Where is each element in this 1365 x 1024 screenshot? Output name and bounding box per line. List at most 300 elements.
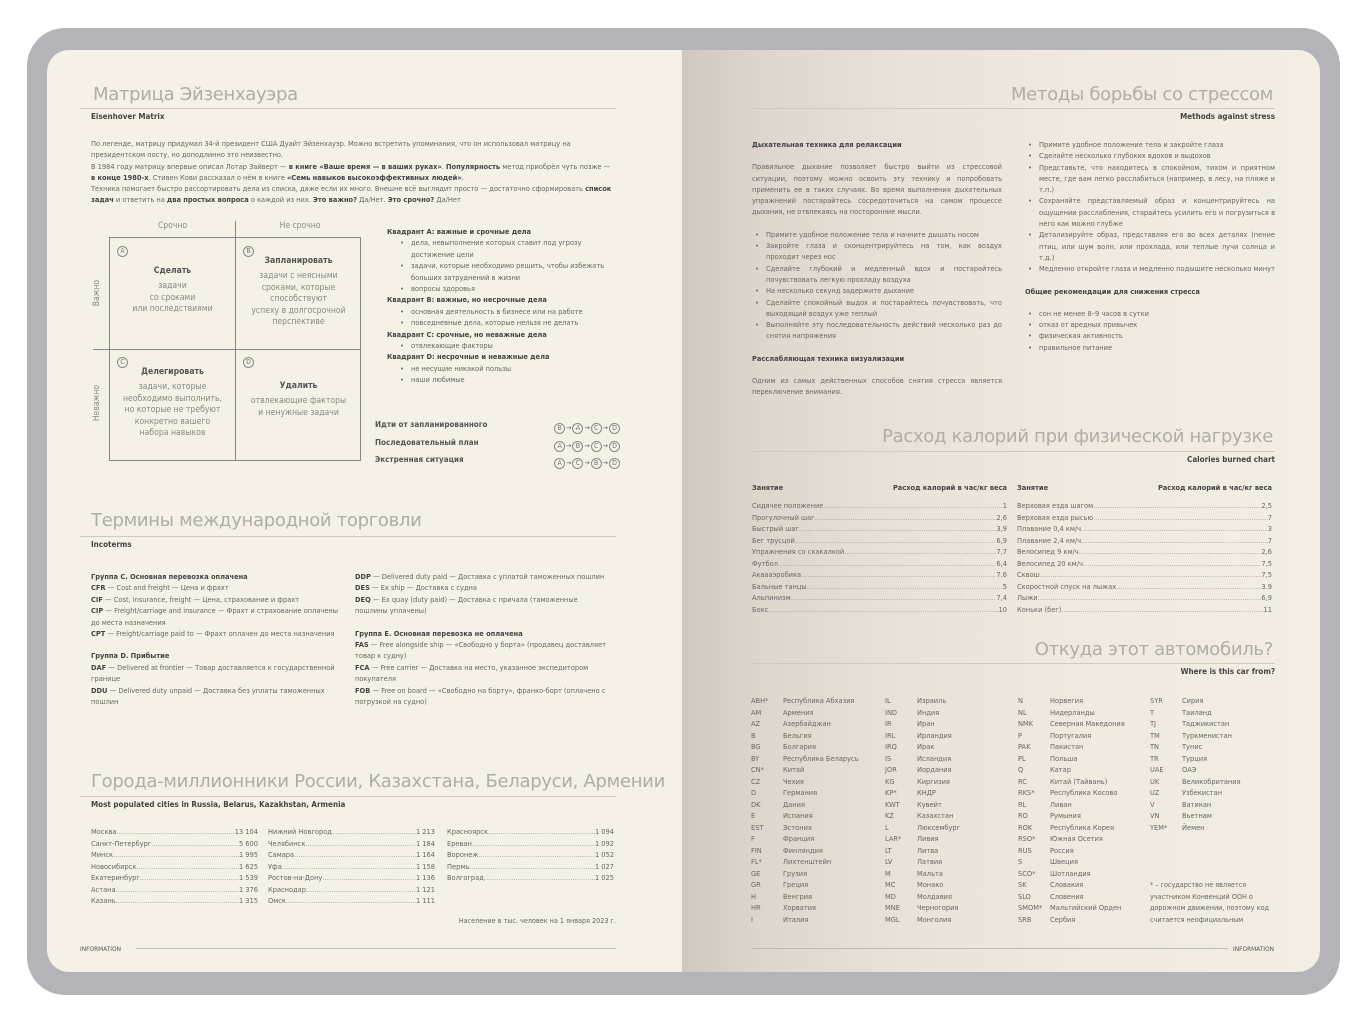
car-code-row <box>1018 695 1125 707</box>
city-value: 1 092 <box>594 838 614 848</box>
city-row <box>268 895 435 907</box>
city-label: Краснодар <box>268 884 306 894</box>
leader-dots <box>1038 592 1262 604</box>
car-country: Венгрия <box>783 891 813 901</box>
calorie-value: 7,4 <box>996 593 1007 602</box>
incoterm-text: — Freight/carriage paid to — Фрахт оплачен до места назначения <box>105 629 335 639</box>
car-country: Китай <box>783 765 805 774</box>
incoterm-item <box>355 594 610 617</box>
calorie-column <box>1017 500 1272 615</box>
car-country: Сирия <box>1182 696 1204 705</box>
calorie-row <box>752 592 1007 604</box>
car-country: Мальтийский Орден <box>1050 903 1122 912</box>
car-country: Катар <box>1050 765 1071 774</box>
quadrant-A <box>110 266 235 316</box>
calorie-value: 7,7 <box>996 547 1007 556</box>
calorie-value: 7 <box>1267 535 1272 545</box>
leader-dots <box>1079 546 1262 558</box>
calories-header <box>752 483 1007 492</box>
car-code-row <box>1018 891 1125 903</box>
leader-dots <box>305 838 416 850</box>
city-column <box>91 826 258 907</box>
car-country: Турция <box>1182 753 1208 763</box>
calorie-label: Скоростной спуск на лыжах <box>1017 581 1117 591</box>
city-label: Пермь <box>447 861 470 871</box>
car-code-row <box>751 879 859 891</box>
car-code-row <box>1018 764 1125 776</box>
car-code: JOR <box>885 765 897 774</box>
arrow-icon: → <box>602 424 608 433</box>
car-country: Туркменистан <box>1182 730 1232 740</box>
car-code-row <box>1018 833 1125 845</box>
calorie-row <box>1017 592 1272 604</box>
leader-dots <box>801 569 996 581</box>
leader-dots <box>116 895 239 907</box>
footer-left: INFORMATION <box>80 945 121 953</box>
sequence-label: Последовательный план <box>375 437 479 447</box>
incoterm-code: DEQ <box>355 594 371 604</box>
car-code: UZ <box>1150 788 1160 797</box>
car-country: Ирак <box>917 742 935 751</box>
car-country: Испания <box>783 811 813 820</box>
city-row <box>268 849 435 861</box>
car-country: Республика Корея <box>1050 822 1115 832</box>
car-code: I <box>751 914 753 924</box>
quadrant-text: и ненужные задачи <box>258 407 339 418</box>
incoterm-code: FOB <box>355 685 371 695</box>
stress-list <box>752 229 1002 342</box>
stress-subtitle: Methods against stress <box>1180 112 1275 121</box>
car-code-row <box>751 707 859 719</box>
calorie-row <box>752 569 1007 581</box>
leader-dots <box>1083 558 1262 570</box>
car-code: LAR* <box>885 834 902 843</box>
incoterm-item <box>91 582 343 593</box>
car-code: TJ <box>1150 719 1157 728</box>
calorie-value: 6,9 <box>996 535 1007 545</box>
car-country: Германия <box>783 788 818 797</box>
car-country: Республика Абхазия <box>783 696 855 705</box>
car-code: MGL <box>885 914 900 924</box>
calorie-value: 3 <box>1267 524 1272 533</box>
city-value: 1 027 <box>594 861 614 871</box>
city-value: 1 539 <box>238 873 258 882</box>
stress-item: • Примите удобное положение тела и начните дышать носом <box>752 229 1002 240</box>
car-code: MC <box>885 880 896 889</box>
quadrant-text: задачи, которые <box>138 382 207 393</box>
car-code: SYR <box>1150 696 1163 705</box>
car-country: Словакия <box>1050 880 1084 889</box>
car-country: Израиль <box>917 696 947 705</box>
car-code: F <box>751 834 755 843</box>
car-code: EST <box>751 822 764 832</box>
car-code-row <box>885 902 960 914</box>
car-code-row <box>1150 822 1241 834</box>
calorie-value: 10 <box>998 604 1007 614</box>
calorie-label: Плавание 0,4 км/ч <box>1017 524 1082 533</box>
incoterm-item <box>355 571 610 582</box>
quadrant-letter: C <box>591 423 602 434</box>
incoterm-group: Группа D. Прибытие <box>91 651 170 661</box>
calorie-row <box>752 604 1007 616</box>
leader-dots <box>1061 604 1263 616</box>
city-label: Уфа <box>268 861 282 871</box>
city-label: Красноярск <box>447 827 488 836</box>
footer-rule <box>136 948 616 949</box>
leader-dots <box>478 849 595 861</box>
calorie-value: 3.9 <box>1261 581 1272 591</box>
city-value: 1 625 <box>238 861 258 871</box>
stress-item: • Сделайте несколько глубоких вдохов и выдохов <box>1025 150 1275 161</box>
calorie-value: 3,9 <box>996 524 1007 533</box>
leader-dots <box>286 895 416 907</box>
stress-heading: Дыхательная техника для релаксации <box>752 140 902 149</box>
incoterm-code: CPT <box>91 629 106 639</box>
city-label: Самара <box>268 850 295 859</box>
city-value: 1 995 <box>238 850 258 859</box>
car-country: Индия <box>917 707 940 717</box>
header-value: Расход калорий в час/кг веса <box>892 483 1007 492</box>
calories-title: Расход калорий при физической нагрузке <box>882 426 1273 447</box>
calorie-row <box>752 558 1007 570</box>
car-code: KG <box>885 776 895 786</box>
quadrant-letter: D <box>609 423 620 434</box>
incoterm-code: DAF <box>91 662 107 672</box>
quadrant-notes <box>387 226 617 386</box>
emphasis: Это важно? <box>313 195 357 205</box>
quadrant-text: но которые не требуют <box>124 405 221 416</box>
car-code-row <box>885 753 960 765</box>
stress-item: • Сделайте спокойный выдох и постарайтесь почувствовать, что выходящий воздух уже теплый <box>752 297 1002 320</box>
sequence-row <box>375 434 620 452</box>
text: . <box>441 161 446 171</box>
car-code-row <box>1018 879 1125 891</box>
emphasis: два простых вопроса <box>166 195 249 205</box>
city-value: 1 121 <box>415 884 435 894</box>
car-country: Португалия <box>1050 730 1092 740</box>
car-code: PAK <box>1018 742 1031 751</box>
car-code: CN* <box>751 765 764 774</box>
car-code-row <box>1018 822 1125 834</box>
car-code-row <box>1018 776 1125 788</box>
calorie-value: 6,9 <box>1261 593 1272 602</box>
car-codes-column <box>1150 695 1241 833</box>
stress-text: Правильное дыхание позволяет быстро выйти из стрессовой ситуации, поэтому можно освоить эту технику и попробовать применить ее в таких случаях. Во время выполнения дыхательных упражнений постарайтесь сосредоточиться на самом процессе дыхания, не отвлекаясь на посторонние мысли. <box>752 162 1002 217</box>
car-code-row <box>751 741 859 753</box>
city-label: Ереван <box>447 838 472 848</box>
calorie-label: Аквааэробика <box>752 570 802 579</box>
leader-dots <box>332 826 416 838</box>
city-row <box>268 826 435 838</box>
car-code: FL* <box>751 857 762 866</box>
car-code: T <box>1150 707 1155 717</box>
city-label: Астана <box>91 884 116 894</box>
leader-dots <box>488 826 595 838</box>
quadrant-text: успеху в долгосрочной <box>251 305 346 316</box>
car-country: Кувейт <box>917 799 942 809</box>
car-code: N <box>1018 696 1023 705</box>
city-row <box>447 872 614 884</box>
quadrant-note-item: • задачи, которые необходимо решить, чтобы избежать больших затруднений в жизни <box>397 260 617 283</box>
city-value: 1 213 <box>415 827 435 836</box>
calorie-label: Коньки (бег) <box>1017 604 1062 614</box>
leader-dots <box>1081 535 1268 547</box>
calorie-label: Сидячее положение <box>752 501 824 510</box>
incoterm-item <box>91 605 343 628</box>
car-code-row <box>1018 730 1125 742</box>
car-code-row <box>751 856 859 868</box>
calorie-value: 7 <box>1267 512 1272 522</box>
quadrant-title: Запланировать <box>264 256 333 266</box>
stress-item: • Закройте глаза и сконцентрируйтесь на том, как воздух проходит через нос <box>752 240 1002 263</box>
arrow-icon: → <box>602 441 608 450</box>
car-code-row <box>1150 695 1241 707</box>
leader-dots <box>823 500 1002 512</box>
header-activity: Занятие <box>1017 483 1049 492</box>
car-country: Черногория <box>917 903 959 912</box>
car-country: Киргизия <box>917 776 950 786</box>
quadrant-text: конкретно вашего <box>134 416 211 427</box>
car-code: SLO <box>1018 891 1031 901</box>
car-code-row <box>751 891 859 903</box>
car-code-row <box>1018 845 1125 857</box>
calorie-label: Верховая езда шагом <box>1017 501 1094 510</box>
city-label: Москва <box>91 827 117 836</box>
city-value: 1 052 <box>594 850 614 859</box>
car-code: E <box>751 811 756 820</box>
city-value: 13 104 <box>234 827 258 836</box>
car-country: Ирландия <box>917 730 952 740</box>
car-code: Q <box>1018 765 1024 774</box>
divider <box>80 108 616 109</box>
leader-dots <box>807 581 1003 593</box>
leader-dots <box>136 861 239 873</box>
sequence-row <box>375 416 620 434</box>
car-code-row <box>751 799 859 811</box>
car-code-row <box>1018 799 1125 811</box>
car-country: Финляндия <box>783 845 823 855</box>
car-code: IS <box>885 753 892 763</box>
car-code: KWT <box>885 799 900 809</box>
stress-list <box>1025 139 1275 275</box>
incoterm-code: FCA <box>355 662 370 672</box>
incoterms-subtitle: Incoterms <box>91 540 132 549</box>
car-code-row <box>1150 764 1241 776</box>
car-code: FIN <box>751 845 762 855</box>
car-code-row <box>1018 753 1125 765</box>
calorie-value: 6,4 <box>996 558 1007 568</box>
stress-item: • Детализируйте образ, представляя его во всех деталях (пение птиц, или шум волн, или прохлада, или теплые лучи солнца и т.д.) <box>1025 229 1275 263</box>
car-code: IRL <box>885 730 896 740</box>
header-activity: Занятие <box>752 483 784 492</box>
car-country: Словения <box>1050 891 1084 901</box>
quadrant-text: со сроками <box>149 292 196 303</box>
car-code-row <box>1150 718 1241 730</box>
stress-item: • Представьте, что находитесь в спокойном, тихом и приятном месте, где вам легко расслабиться (например, в лесу, на пляже и т.п.) <box>1025 162 1275 196</box>
divider <box>752 451 1275 452</box>
car-country: Швеция <box>1050 857 1078 866</box>
car-country: Болгария <box>783 742 816 751</box>
quadrant-note-heading: Квадрант D: несрочные и неважные дела <box>387 352 550 362</box>
quadrant-letter: D <box>609 441 620 452</box>
car-code-row <box>751 753 859 765</box>
city-label: Казань <box>91 896 116 905</box>
quadrant-letter: B <box>591 458 602 469</box>
car-code-row <box>885 695 960 707</box>
car-code-row <box>1018 741 1125 753</box>
city-column <box>268 826 435 907</box>
leader-dots <box>1093 512 1268 524</box>
incoterm-item <box>355 582 610 593</box>
calorie-label: Верховая езда рысью <box>1017 512 1094 522</box>
calorie-value: 7,5 <box>1261 558 1272 568</box>
car-code-row <box>1018 868 1125 880</box>
car-country: Хорватия <box>783 903 817 912</box>
car-code-row <box>885 741 960 753</box>
arrow-icon: → <box>566 441 572 450</box>
calorie-value: 2,5 <box>1261 501 1272 510</box>
car-country: КНДР <box>917 788 936 797</box>
city-row <box>447 849 614 861</box>
quadrant-text: отвлекающие факторы <box>250 396 347 407</box>
calorie-row <box>752 535 1007 547</box>
car-code-row <box>1150 753 1241 765</box>
calorie-row <box>1017 512 1272 524</box>
car-country: Норвегия <box>1050 696 1084 705</box>
paragraph <box>91 183 616 206</box>
car-country: Нидерланды <box>1050 707 1095 717</box>
car-country: Йемен <box>1182 822 1205 832</box>
car-code: B <box>751 730 756 740</box>
arrow-icon: → <box>566 424 572 433</box>
city-value: 1 164 <box>415 850 435 859</box>
stress-heading: Расслабляющая техника визуализации <box>752 353 905 363</box>
car-country: Франция <box>783 834 815 843</box>
city-value: 1 184 <box>415 838 435 848</box>
car-code: AZ <box>751 719 761 728</box>
car-code-row <box>751 730 859 742</box>
city-label: Воронеж <box>447 850 479 859</box>
leader-dots <box>484 872 595 884</box>
calorie-value: 11 <box>1263 604 1272 614</box>
leader-dots <box>282 861 416 873</box>
car-country: Северная Македония <box>1050 719 1125 728</box>
car-codes-column <box>751 695 859 925</box>
car-code-row <box>885 718 960 730</box>
emphasis: список задач <box>91 184 612 205</box>
car-country: Монако <box>917 880 944 889</box>
city-row <box>268 872 435 884</box>
calorie-label: Лыжи <box>1017 593 1038 602</box>
calorie-value: 1 <box>1002 501 1007 510</box>
car-code: VN <box>1150 811 1160 820</box>
incoterm-item <box>91 662 343 685</box>
car-code: TM <box>1150 730 1160 740</box>
quadrant-note-item: • дела, невыполнение которых ставит под угрозу достижение цели <box>397 237 617 260</box>
car-country: Грузия <box>783 868 808 878</box>
incoterm-code: CIP <box>91 606 104 616</box>
car-code: NL <box>1018 707 1027 717</box>
incoterm-code: DDU <box>91 685 108 695</box>
city-column <box>447 826 614 884</box>
quadrant-letter-A: A <box>117 246 128 257</box>
stress-title: Методы борьбы со стрессом <box>1010 84 1273 105</box>
car-country: Польша <box>1050 753 1078 763</box>
car-code: S <box>1018 857 1023 866</box>
car-code-row <box>751 787 859 799</box>
cars-title: Откуда этот автомобиль? <box>1034 639 1273 660</box>
car-country: Ливия <box>917 834 939 843</box>
car-code-row <box>885 810 960 822</box>
city-row <box>268 861 435 873</box>
car-country: Сербия <box>1050 914 1076 924</box>
incoterm-text: — Cost and freight — Цена и фрахт <box>105 583 229 593</box>
incoterm-item <box>355 662 610 685</box>
car-code: SMOM* <box>1018 903 1043 912</box>
paragraph <box>91 161 616 184</box>
calorie-value: 7.6 <box>996 570 1007 579</box>
leader-dots <box>113 849 239 861</box>
car-code: KP* <box>885 788 897 797</box>
cars-subtitle: Where is this car from? <box>1180 667 1275 676</box>
city-value: 1 094 <box>594 827 614 836</box>
incoterm-code: CFR <box>91 583 106 593</box>
incoterms-column-1 <box>91 571 343 707</box>
incoterm-text: — Free carrier — Доставка на место, указанное экспедитором покупателя <box>355 662 589 684</box>
car-country: Эстония <box>783 822 812 832</box>
city-row <box>91 861 258 873</box>
car-country: Великобритания <box>1182 776 1241 786</box>
car-country: Румыния <box>1050 811 1081 820</box>
emphasis: Это срочно? <box>387 195 435 205</box>
car-country: Шотландия <box>1050 868 1091 878</box>
calorie-row <box>1017 500 1272 512</box>
car-code: DK <box>751 799 761 809</box>
quadrant-letter: A <box>554 458 565 469</box>
calorie-label: Бальные танцы <box>752 581 807 591</box>
leader-dots <box>1040 569 1262 581</box>
car-code: PL <box>1018 753 1026 763</box>
car-code-row <box>885 787 960 799</box>
arrow-icon: → <box>584 459 590 468</box>
calorie-label: Быстрый шаг <box>752 524 799 533</box>
city-label: Омск <box>268 896 286 905</box>
calorie-row <box>752 512 1007 524</box>
calorie-label: Велосипед 20 км/ч <box>1017 558 1083 568</box>
incoterm-item <box>91 628 343 639</box>
leader-dots <box>795 535 997 547</box>
car-code: CZ <box>751 776 761 786</box>
city-row <box>91 895 258 907</box>
car-code-row <box>885 845 960 857</box>
car-code-row <box>1150 799 1241 811</box>
car-code-row <box>885 799 960 811</box>
calorie-value: 2,6 <box>1261 547 1272 556</box>
car-country: Ливан <box>1050 799 1072 809</box>
car-code: RUS <box>1018 845 1032 855</box>
quadrant-note-item: • основная деятельность в бизнесе или на работе <box>397 306 617 317</box>
calorie-value: 5 <box>1002 581 1007 591</box>
car-country: Азербайджан <box>783 719 831 728</box>
calorie-row <box>752 546 1007 558</box>
quadrant-title: Сделать <box>153 266 192 276</box>
car-code-row <box>751 718 859 730</box>
calorie-row <box>1017 546 1272 558</box>
city-row <box>268 838 435 850</box>
calorie-column <box>752 500 1007 615</box>
row-header-not-important: Неважно <box>92 384 102 422</box>
car-code: TN <box>1150 742 1160 751</box>
